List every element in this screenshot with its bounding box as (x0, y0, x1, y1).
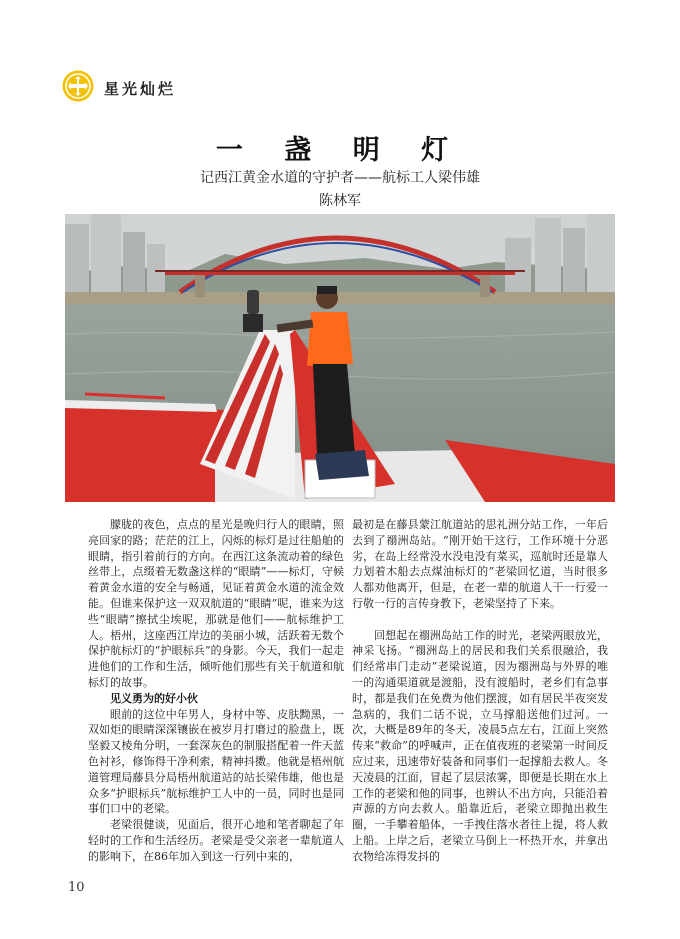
article-subtitle: 记西江黄金水道的守护者——航标工人梁伟雄 (200, 170, 480, 186)
article-author: 陈林军 (319, 193, 361, 209)
paragraph: 回想起在禤洲岛站工作的时光，老梁两眼放光，神采飞扬。“禤洲岛上的居民和我们关系很融洽，我们经常串门走动”老梁说道，因为禤洲岛与外界的唯一的沟通渠道就是渡船，没有渡船时，老乡们有急事时，都是我们在免费为他们摆渡，如有居民半夜突发急病的，我们二话不说，立马撑船送他们过河。一次，大概是89年的冬天，凌晨5点左右，江面上突然传来“救命”的呼喊声，正在值夜班的老梁第一时间反应过来，迅速带好装备和同事们一起撑船去救人。冬天凌晨的江面，冒起了层层浓雾，即便是长期在水上工作的老梁和他的同事，也辨认不出方向，只能沿着声源的方向去救人。船靠近后，老梁立即抛出救生圈，一手攀着船体，一手拽住落水者往上提，将人救上船。上岸之后，老梁立马倒上一杯热开水，并拿出衣物给冻得发抖的 (352, 628, 608, 863)
union-emblem-icon (62, 70, 94, 102)
article-title: 一 盏 明 灯 (215, 135, 465, 166)
paragraph: 老梁很健谈，见面后，很开心地和笔者聊起了年轻时的工作和生活经历。老梁是受父亲老一辈航道人的影响下，在86年加入到这一行列中来的， (88, 818, 344, 863)
article-photo (65, 214, 615, 502)
page-number: 10 (68, 880, 85, 895)
section-heading: 见义勇为的好小伙 (110, 691, 198, 705)
article-column-left (88, 517, 344, 865)
article-column-right (352, 517, 608, 865)
paragraph: 朦胧的夜色，点点的星光是晚归行人的眼睛，照亮回家的路；茫茫的江上，闪烁的标灯是过往船舶的眼睛，指引着前行的方向。在西江这条流动着的绿色丝带上，点缀着无数盏这样的“眼睛”——标灯，守候着黄金水道的安全与畅通，见证着黄金水道的流金效能。但谁来保护这一双双航道的“眼睛”呢，谁来为这些“眼睛”擦拭尘埃呢，那就是他们——航标维护工人。梧州，这座西江岸边的美丽小城，活跃着无数个保护航标灯的“护眼标兵”的身影。今天，我们一起走进他们的工作和生活，倾听他们那些有关于航道和航标灯的故事。 (88, 518, 344, 689)
section-title: 星光灿烂 (104, 80, 177, 98)
paragraph: 最初是在藤县蒙江航道站的思礼洲分站工作，一年后去到了禤洲岛站。“刚开始干这行，工作环境十分恶劣，在岛上经常没水没电没有菜买，巡航时还是靠人力划着木船去点煤油标灯的”老梁回忆道，当时很多人都劝他离开，但是，在老一辈的航道人干一行爱一行敬一行的言传身教下，老梁坚持了下来。 (352, 518, 608, 610)
paragraph: 眼前的这位中年男人，身材中等、皮肤黝黑，一双如炬的眼睛深深镶嵌在被岁月打磨过的脸盘上，既坚毅又棱角分明，一套深灰色的制服搭配着一件天蓝色衬衫，修饰得干净利索，精神抖擞。他就是梧州航道管理局藤县分局梧州航道站的站长梁伟雄，他也是众多“护眼标兵”航标维护工人中的一员，同时也是同事们口中的老梁。 (88, 707, 344, 816)
